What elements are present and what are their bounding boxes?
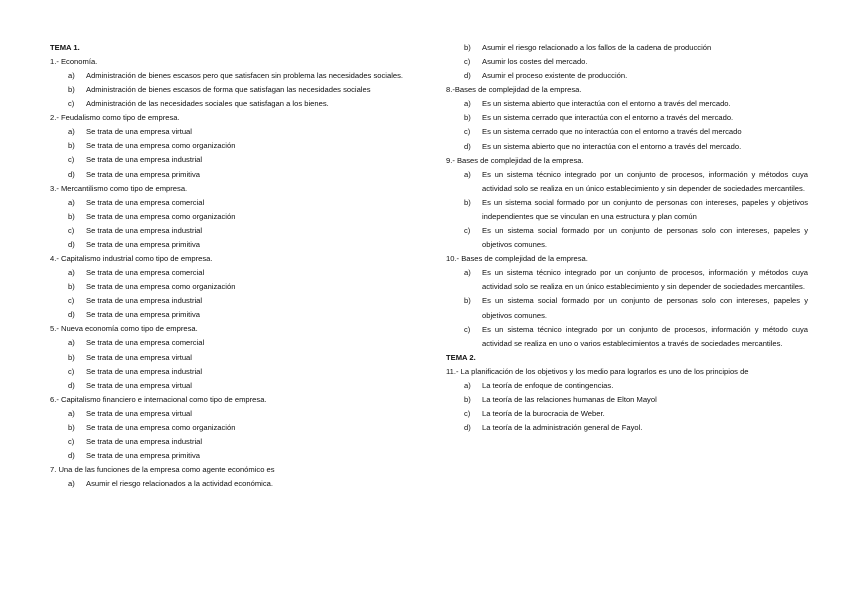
question-7: 7. Una de las funciones de la empresa como agente económico es <box>50 465 275 475</box>
left-column <box>50 41 410 491</box>
question-9: 9.- Bases de complejidad de la empresa. <box>446 155 584 165</box>
question-10-options <box>446 266 808 351</box>
option: b) Se trata de una empresa como organización <box>68 282 236 292</box>
option: a) Es un sistema técnico integrado por un conjunto de procesos, información y métodos cuya actividad solo se realiza en un único establecimiento y sin depender de sociedades mercantiles. <box>464 268 808 292</box>
option: b) La teoría de las relaciones humanas de Elton Mayol <box>464 394 657 404</box>
option: c) Administración de las necesidades sociales que satisfagan a los bienes. <box>68 99 329 109</box>
section-title-tema-2: TEMA 2. <box>446 352 476 362</box>
option: a) Se trata de una empresa comercial <box>68 338 205 348</box>
option: c) Es un sistema social formado por un conjunto de personas solo con intereses, papeles y objetivos comunes. <box>464 226 808 250</box>
option: b) Se trata de una empresa virtual <box>68 352 192 362</box>
option: a) Se trata de una empresa comercial <box>68 268 205 278</box>
option: a) Se trata de una empresa virtual <box>68 127 192 137</box>
option: c) Es un sistema cerrado que no interactúa con el entorno a través del mercado <box>464 127 742 137</box>
question-7-options <box>50 477 410 491</box>
option: a) Es un sistema abierto que interactúa con el entorno a través del mercado. <box>464 99 731 109</box>
question-8: 8.-Bases de complejidad de la empresa. <box>446 85 582 95</box>
question-3-options <box>50 196 410 252</box>
option: c) Es un sistema técnico integrado por un conjunto de procesos, información y método cuya actividad se realiza en uno o varios establecimientos a través de sociedades mercantiles. <box>464 324 808 348</box>
question-7-options-continued <box>446 41 808 83</box>
right-column <box>446 41 808 435</box>
question-6-options <box>50 407 410 463</box>
option: b) Se trata de una empresa como organización <box>68 211 236 221</box>
option: b) Asumir el riesgo relacionado a los fallos de la cadena de producción <box>464 43 712 52</box>
question-1: 1.- Economía. <box>50 57 98 66</box>
question-8-options <box>446 97 808 153</box>
question-11-options <box>446 379 808 435</box>
question-2: 2.- Feudalismo como tipo de empresa. <box>50 113 180 123</box>
option: c) La teoría de la burocracia de Weber. <box>464 409 605 419</box>
option: c) Se trata de una empresa industrial <box>68 225 203 235</box>
option: c) Se trata de una empresa industrial <box>68 155 203 165</box>
option: c) Se trata de una empresa industrial <box>68 366 203 376</box>
question-6: 6.- Capitalismo financiero e internacional como tipo de empresa. <box>50 394 267 404</box>
option: b) Es un sistema cerrado que interactúa con el entorno a través del mercado. <box>464 113 734 123</box>
question-4-options <box>50 266 410 322</box>
option: a) Se trata de una empresa comercial <box>68 197 205 207</box>
option: a) Asumir el riesgo relacionados a la actividad económica. <box>68 479 273 489</box>
option: b) Administración de bienes escasos de forma que satisfagan las necesidades sociales <box>68 85 371 95</box>
option: d) Se trata de una empresa virtual <box>68 380 192 390</box>
question-10: 10.- Bases de complejidad de la empresa. <box>446 254 588 264</box>
option: a) Se trata de una empresa virtual <box>68 408 192 418</box>
question-5-options <box>50 336 410 392</box>
question-5: 5.- Nueva economía como tipo de empresa. <box>50 324 198 334</box>
option: c) Se trata de una empresa industrial <box>68 296 203 306</box>
option: d) Se trata de una empresa primitiva <box>68 239 200 249</box>
option: d) Se trata de una empresa primitiva <box>68 451 200 461</box>
question-11: 11.- La planificación de los objetivos y los medio para lograrlos es uno de los principios de <box>446 366 749 376</box>
section-title-tema-1: TEMA 1. <box>50 43 80 52</box>
option: d) Es un sistema abierto que no interactúa con el entorno a través del mercado. <box>464 141 742 151</box>
option: d) Se trata de una empresa primitiva <box>68 169 200 179</box>
option: b) Se trata de una empresa como organización <box>68 141 236 151</box>
option: d) La teoría de la administración general de Fayol. <box>464 423 643 433</box>
option: a) La teoría de enfoque de contingencias. <box>464 380 614 390</box>
option: a) Administración de bienes escasos pero que satisfacen sin problema las necesidades sociales. <box>68 71 404 80</box>
option: c) Se trata de una empresa industrial <box>68 436 203 446</box>
question-3: 3.- Mercantilismo como tipo de empresa. <box>50 183 188 193</box>
option: c) Asumir los costes del mercado. <box>464 57 588 67</box>
option: d) Se trata de una empresa primitiva <box>68 310 200 320</box>
question-2-options <box>50 125 410 181</box>
option: a) Es un sistema técnico integrado por un conjunto de procesos, información y métodos cuya actividad solo se realiza en un único establecimiento y sin depender de sociedades mercantiles. <box>464 169 808 193</box>
question-4: 4.- Capitalismo industrial como tipo de empresa. <box>50 254 213 264</box>
option: b) Se trata de una empresa como organización <box>68 422 236 432</box>
option: b) Es un sistema social formado por un conjunto de personas solo con intereses, papeles y objetivos comunes. <box>464 296 808 320</box>
question-1-options <box>50 69 410 111</box>
question-9-options <box>446 168 808 253</box>
option: d) Asumir el proceso existente de producción. <box>464 71 628 81</box>
option: b) Es un sistema social formado por un conjunto de personas con intereses, papeles y objetivos independientes que se vinculan en una estructura y plan común <box>464 197 808 221</box>
